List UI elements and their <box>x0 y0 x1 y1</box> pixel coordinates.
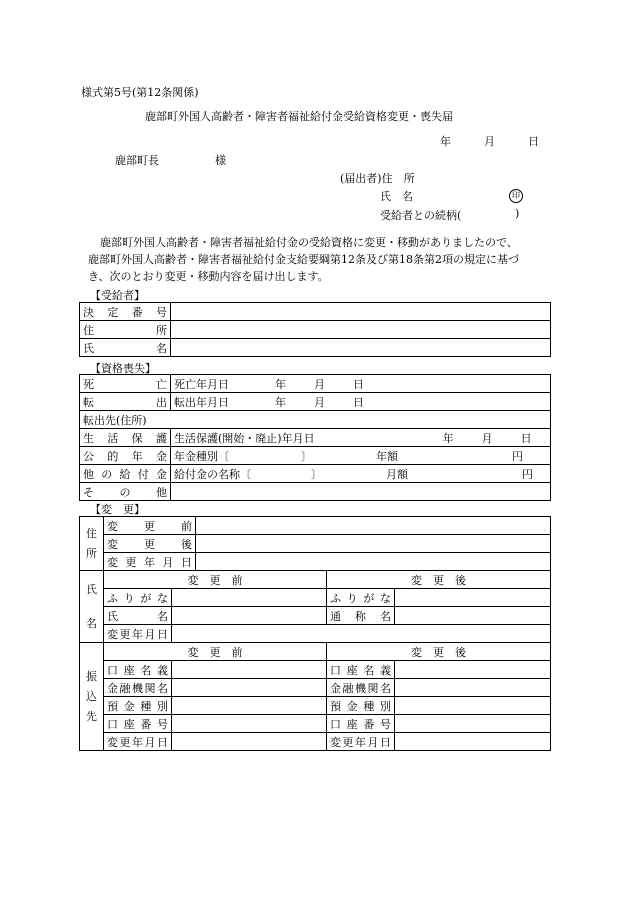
welfare-field[interactable]: 生活保護(開始・廃止)年月日 年 月 日 <box>171 429 551 447</box>
change-table <box>79 516 551 751</box>
table-row <box>80 465 551 483</box>
destination-field[interactable]: 転出先(住所) <box>80 411 551 429</box>
death-field[interactable]: 死亡年月日 年 月 日 <box>171 375 551 393</box>
deposit-type-before-field[interactable] <box>172 697 327 715</box>
table-row <box>80 733 551 751</box>
moveout-field[interactable]: 転出年月日 年 月 日 <box>171 393 551 411</box>
misc-label: その他 <box>80 483 171 501</box>
table-row <box>80 589 551 607</box>
relation-label: 受給者との続柄( <box>380 209 462 222</box>
deposit-type-before-label: 預金種別 <box>104 697 172 715</box>
decision-number-field[interactable] <box>171 303 551 321</box>
table-row <box>80 571 551 589</box>
recipient-heading: 【受給者】 <box>90 289 145 302</box>
pension-label: 公的年金 <box>80 447 171 465</box>
addressee-honorific: 様 <box>215 154 226 167</box>
table-row <box>80 643 551 661</box>
transfer-after-header: 変 更 後 <box>327 643 551 661</box>
recipient-table <box>79 302 551 357</box>
table-row <box>80 411 551 429</box>
decision-number-label: 決定番号 <box>80 303 171 321</box>
relation-close: ) <box>515 207 520 220</box>
body-text-line-2: 鹿部町外国人高齢者・障害者福祉給付金支給要綱第12条及び第18条第2項の規定に基づ <box>88 253 519 266</box>
address-date-field[interactable] <box>196 553 551 571</box>
account-number-before-label: 口座番号 <box>104 715 172 733</box>
address-before-field[interactable] <box>196 517 551 535</box>
body-text-line-3: き、次のとおり変更・移動内容を届け出します。 <box>88 270 329 283</box>
deposit-type-after-field[interactable] <box>395 697 551 715</box>
address-after-field[interactable] <box>196 535 551 553</box>
furigana-after-label: ふりがな <box>327 589 395 607</box>
account-holder-after-field[interactable] <box>395 661 551 679</box>
table-row <box>80 661 551 679</box>
table-row <box>80 339 551 357</box>
recipient-address-label: 住所 <box>80 321 171 339</box>
table-row <box>80 715 551 733</box>
loss-heading: 【資格喪失】 <box>90 362 156 375</box>
bank-after-field[interactable] <box>395 679 551 697</box>
death-label: 死亡 <box>80 375 171 393</box>
name-date-field[interactable] <box>172 625 551 643</box>
table-row <box>80 625 551 643</box>
other-benefit-label: 他の給付金 <box>80 465 171 483</box>
furigana-before-label: ふりがな <box>104 589 172 607</box>
table-row <box>80 429 551 447</box>
name-side-label: 氏 名 <box>80 571 104 643</box>
table-row <box>80 535 551 553</box>
applicant-address-label: (届出者)住 所 <box>340 172 415 185</box>
transfer-before-header: 変 更 前 <box>104 643 327 661</box>
transfer-side-label: 振 込 先 <box>80 643 104 751</box>
table-row <box>80 321 551 339</box>
table-row <box>80 517 551 535</box>
seal-mark: 印 <box>509 188 523 203</box>
name-before-field[interactable] <box>172 607 327 625</box>
bank-before-field[interactable] <box>172 679 327 697</box>
table-row <box>80 553 551 571</box>
recipient-name-field[interactable] <box>171 339 551 357</box>
transfer-date-after-field[interactable] <box>395 733 551 751</box>
transfer-date-before-label: 変更年月日 <box>104 733 172 751</box>
address-before-label: 変更前 <box>104 517 196 535</box>
alias-after-field[interactable] <box>395 607 551 625</box>
recipient-name-label: 氏名 <box>80 339 171 357</box>
account-holder-after-label: 口座名義 <box>327 661 395 679</box>
table-row <box>80 447 551 465</box>
address-after-label: 変更後 <box>104 535 196 553</box>
name-date-label: 変更年月日 <box>104 625 172 643</box>
date-day: 日 <box>528 135 539 148</box>
account-holder-before-field[interactable] <box>172 661 327 679</box>
date-month: 月 <box>484 135 495 148</box>
applicant-name-label: 氏 名 <box>380 190 413 203</box>
page-title: 鹿部町外国人高齢者・障害者福祉給付金受給資格変更・喪失届 <box>145 110 453 123</box>
body-text-line-1: 鹿部町外国人高齢者・障害者福祉給付金の受給資格に変更・移動がありましたので、 <box>100 236 518 249</box>
moveout-label: 転出 <box>80 393 171 411</box>
other-benefit-field[interactable]: 給付金の名称〔 〕 月額 円 <box>171 465 551 483</box>
date-year: 年 <box>440 135 451 148</box>
loss-table <box>79 374 551 501</box>
account-number-after-field[interactable] <box>395 715 551 733</box>
table-row <box>80 303 551 321</box>
address-side-label: 住 所 <box>80 517 104 571</box>
misc-field[interactable] <box>171 483 551 501</box>
name-before-header: 変 更 前 <box>104 571 327 589</box>
transfer-date-after-label: 変更年月日 <box>327 733 395 751</box>
table-row <box>80 679 551 697</box>
recipient-address-field[interactable] <box>171 321 551 339</box>
table-row <box>80 607 551 625</box>
account-number-before-field[interactable] <box>172 715 327 733</box>
date-line <box>440 133 539 149</box>
account-number-after-label: 口座番号 <box>327 715 395 733</box>
furigana-before-field[interactable] <box>172 589 327 607</box>
form-number: 様式第5号(第12条関係) <box>81 86 199 99</box>
address-date-label: 変更年月日 <box>104 553 196 571</box>
name-after-header: 変 更 後 <box>327 571 551 589</box>
addressee-name: 鹿部町長 <box>115 154 159 167</box>
deposit-type-after-label: 預金種別 <box>327 697 395 715</box>
welfare-label: 生活保護 <box>80 429 171 447</box>
change-heading: 【変 更】 <box>90 503 145 516</box>
bank-before-label: 金融機関名 <box>104 679 172 697</box>
name-before-label: 氏名 <box>104 607 172 625</box>
bank-after-label: 金融機関名 <box>327 679 395 697</box>
pension-field[interactable]: 年金種別〔 〕 年額 円 <box>171 447 551 465</box>
table-row <box>80 393 551 411</box>
transfer-date-before-field[interactable] <box>172 733 327 751</box>
account-holder-before-label: 口座名義 <box>104 661 172 679</box>
furigana-after-field[interactable] <box>395 589 551 607</box>
alias-after-label: 通称名 <box>327 607 395 625</box>
table-row <box>80 483 551 501</box>
table-row <box>80 375 551 393</box>
table-row <box>80 697 551 715</box>
